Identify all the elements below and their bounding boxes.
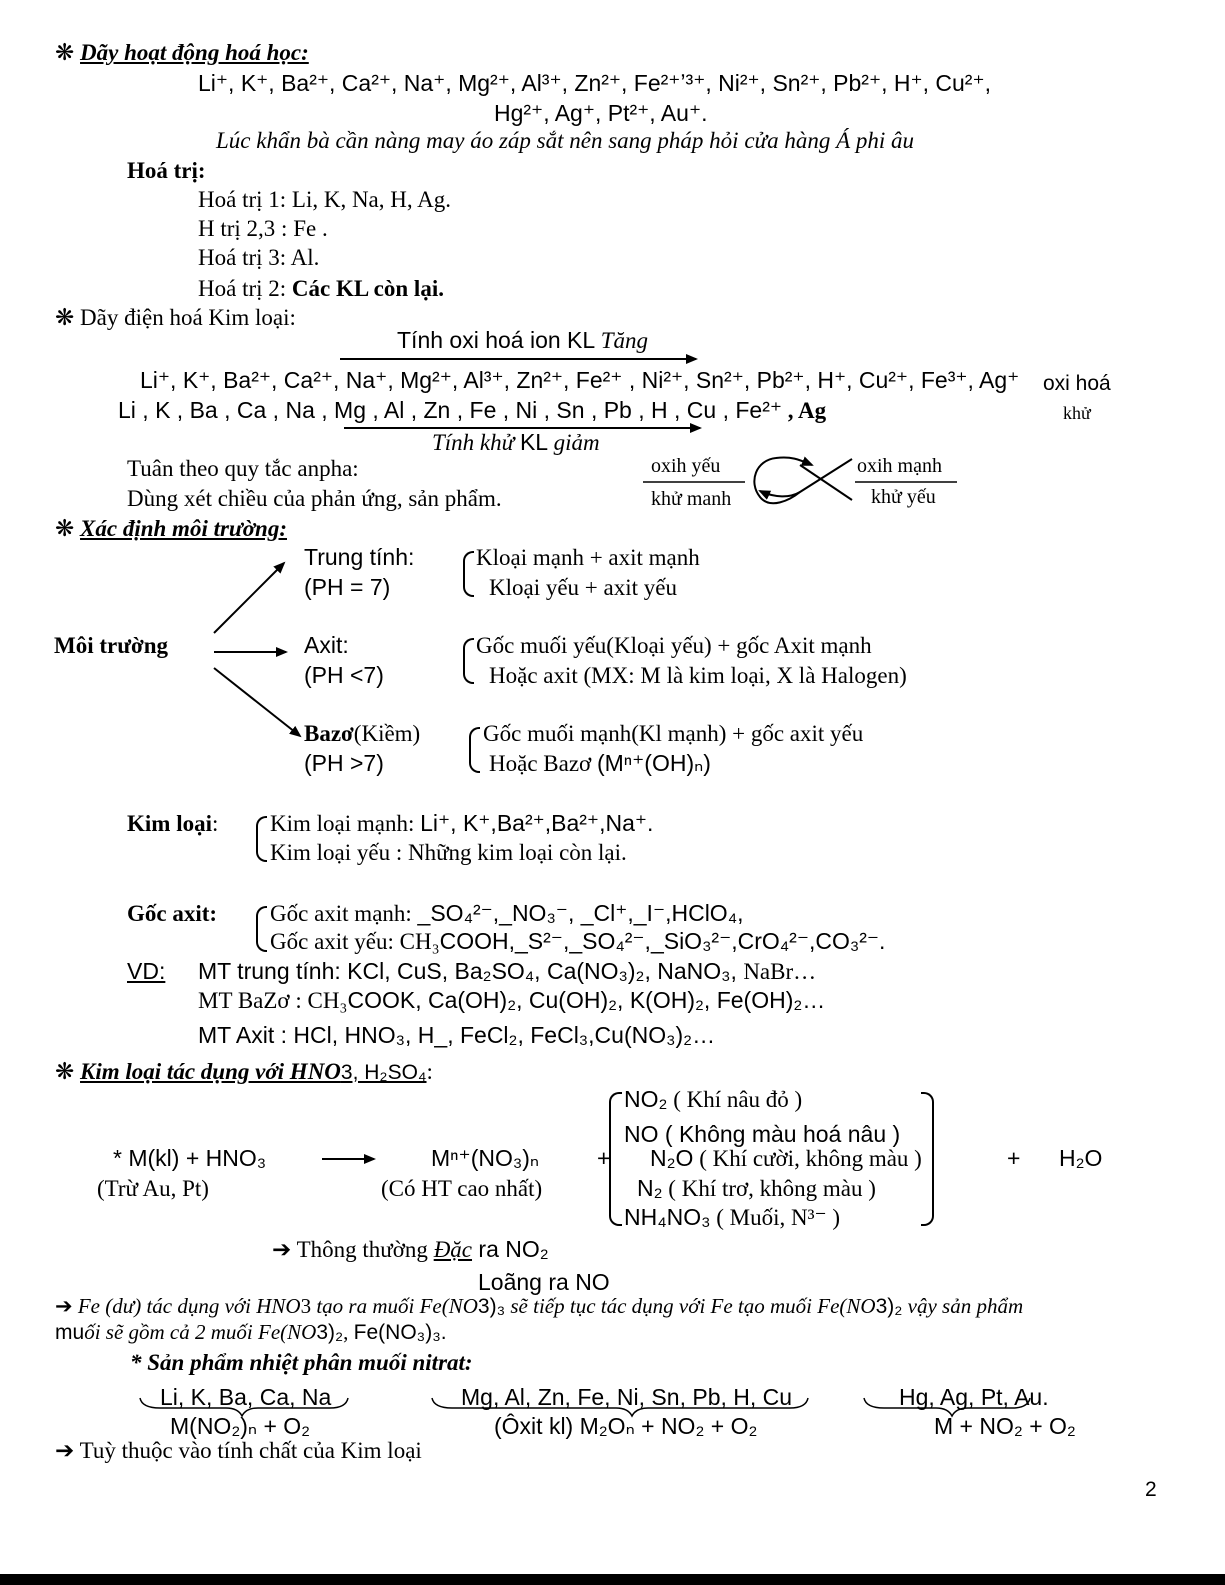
ion-series: Li⁺, K⁺, Ba²⁺, Ca²⁺, Na⁺, Mg²⁺, Al³⁺, Zn²⁺, Fe²⁺ , Ni²⁺, Sn²⁺, Pb²⁺, H⁺, Cu²⁺, Fe³⁺, Ag⁺: [140, 367, 1020, 393]
bullet-icon: ❋: [55, 516, 75, 541]
side-label-reducing: khử: [1063, 403, 1091, 423]
arrow-to-base: [214, 668, 300, 736]
water: H₂O: [1059, 1145, 1103, 1171]
valence-item-last: Hoá trị 2: Các KL còn lại.: [198, 276, 444, 301]
alpha-left-top: oxih yếu: [651, 455, 721, 477]
arrow-right-icon: ➔: [55, 1295, 73, 1318]
metals-title: Kim loại:: [127, 811, 219, 836]
mnemonic: Lúc khẩn bà cần nàng may áo záp sắt nên sang pháp hỏi cửa hàng Á phi âu: [216, 128, 915, 153]
metal-series: Li , K , Ba , Ca , Na , Mg , Al , Zn , Fe , Ni , Sn , Pb , H , Cu , Fe²⁺ , Ag: [118, 397, 827, 423]
group-1-brace: [140, 1398, 348, 1416]
page-bottom-border: [0, 1574, 1225, 1585]
bullet-icon: ❋: [55, 305, 75, 330]
section-title-electrochemical-series: ❋ Dãy điện hoá Kim loại:: [55, 305, 296, 330]
page-number: 2: [1145, 1478, 1157, 1501]
neutral-ph: (PH = 7): [304, 574, 391, 600]
arrow-right-icon: ➔: [272, 1236, 292, 1262]
example-label: VD:: [127, 958, 166, 984]
base-label: Bazơ(Kiềm): [304, 721, 421, 746]
strong-acid-radicals: Gốc axit mạnh: _SO₄²⁻,_NO₃⁻, _Cl⁺,_I⁻,HClO₄,: [270, 900, 744, 926]
alpha-loop-arrow: [754, 457, 852, 503]
activity-series-line1: Li⁺, K⁺, Ba²⁺, Ca²⁺, Na⁺, Mg²⁺, Al³⁺, Zn²⁺, Fe²⁺ʼ³⁺, Ni²⁺, Sn²⁺, Pb²⁺, H⁺, Cu²⁺,: [198, 70, 991, 96]
reactant-note: (Trừ Au, Pt): [97, 1176, 209, 1201]
alpha-cross-arrow: [800, 465, 852, 500]
note-dilute: Loãng ra NO: [478, 1269, 610, 1295]
base-ph: (PH >7): [304, 750, 384, 776]
gas-no: NO ( Không màu hoá nâu ): [624, 1121, 901, 1147]
plus-2: +: [1007, 1145, 1021, 1171]
base-case-2: Hoặc Bazơ (Mⁿ⁺(OH)ₙ): [489, 750, 711, 776]
neutral-case-2: Kloại yếu + axit yếu: [489, 575, 677, 600]
section-title-activity-series: ❋ Dãy hoạt động hoá học:: [55, 40, 309, 65]
strong-metals: Kim loại mạnh: Li⁺, K⁺,Ba²⁺,Ba²⁺,Na⁺.: [270, 810, 654, 836]
arrow-to-neutral: [214, 563, 284, 633]
group-2-products: (Ôxit kl) M₂Oₙ + NO₂ + O₂: [494, 1413, 758, 1439]
group-1-metals: Li, K, Ba, Ca, Na: [160, 1384, 332, 1410]
example-neutral: MT trung tính: KCl, CuS, Ba₂SO₄, Ca(NO₃)₂, NaNO₃, NaBr…: [198, 958, 817, 984]
weak-metals: Kim loại yếu : Những kim loại còn lại.: [270, 840, 627, 865]
group-3-metals: Hg, Ag, Pt, Au.: [899, 1384, 1049, 1410]
acid-case-2: Hoặc axit (MX: M là kim loại, X là Halogen): [489, 663, 907, 688]
weak-acid-radicals: Gốc axit yếu: CH₃COOH,_S²⁻,_SO₄²⁻,_SiO₃²⁻,CrO₄²⁻,CO₃²⁻.: [270, 928, 886, 954]
oxidizing-arrow-label: Tính oxi hoá ion KL Tăng: [397, 327, 649, 353]
alpha-rule-1: Tuân theo quy tắc anpha:: [127, 456, 359, 481]
gas-no2: NO₂ ( Khí nâu đỏ ): [624, 1086, 803, 1112]
section-title-hno3: ❋ Kim loại tác dụng với HNO3, H₂SO₄:: [55, 1059, 433, 1084]
neutral-label: Trung tính:: [304, 544, 415, 570]
fe-excess-note-2: muối sẽ gồm cả 2 muối Fe(NO3)₂, Fe(NO₃)₃.: [55, 1320, 447, 1344]
arrow-right-icon: ➔: [55, 1437, 75, 1463]
group-1-products: M(NO₂)ₙ + O₂: [170, 1413, 311, 1439]
valence-title: Hoá trị:: [127, 158, 206, 183]
alpha-back-arrow: [760, 491, 800, 496]
group-3-brace: [864, 1398, 1030, 1416]
gas-n2o: N₂O ( Khí cười, không màu ): [650, 1145, 922, 1171]
nitrate-decomposition-title: * Sản phẩm nhiệt phân muối nitrat:: [130, 1350, 473, 1375]
side-label-oxidizing: oxi hoá: [1043, 372, 1111, 395]
note-concentrated: ➔ Thông thường Đặc ra NO₂: [272, 1236, 549, 1262]
product-note: (Có HT cao nhất): [381, 1176, 543, 1201]
acid-case-1: Gốc muối yếu(Kloại yếu) + gốc Axit mạnh: [476, 633, 872, 658]
environment-root: Môi trường: [54, 633, 169, 658]
gas-n2: N₂ ( Khí trơ, không màu ): [637, 1175, 876, 1201]
group-2-metals: Mg, Al, Zn, Fe, Ni, Sn, Pb, H, Cu: [461, 1384, 793, 1410]
group-2-brace: [432, 1398, 808, 1416]
alpha-right-top: oxih mạnh: [857, 455, 942, 477]
gas-nh4no3: NH₄NO₃ ( Muối, N³⁻ ): [624, 1204, 841, 1230]
alpha-rule-2: Dùng xét chiều của phản ứng, sản phẩm.: [127, 486, 502, 511]
acid-label: Axit:: [304, 632, 349, 658]
neutral-case-1: Kloại mạnh + axit mạnh: [476, 545, 700, 570]
reducing-arrow-label: Tính khử KL giảm: [432, 429, 600, 455]
bullet-icon: ❋: [55, 40, 75, 65]
alpha-right-bottom: khử yếu: [871, 486, 936, 508]
fe-excess-note-1: ➔ Fe (dư) tác dụng với HNO3 tạo ra muối Fe(NO3)₃ sẽ tiếp tục tác dụng với Fe tạo muối Fe(NO3)₂ vậy sản phẩm: [55, 1294, 1024, 1318]
reactant: * M(kl) + HNO₃: [113, 1145, 267, 1171]
valence-item: H trị 2,3 : Fe .: [198, 216, 328, 241]
plus-1: +: [597, 1145, 611, 1171]
valence-item: Hoá trị 3: Al.: [198, 245, 320, 270]
example-base: MT BaZơ : CH₃COOK, Ca(OH)₂, Cu(OH)₂, K(OH)₂, Fe(OH)₂…: [198, 987, 826, 1013]
conclusion: ➔ Tuỳ thuộc vào tính chất của Kim loại: [55, 1437, 422, 1463]
section-title-environment: ❋ Xác định môi trường:: [55, 516, 287, 541]
valence-item: Hoá trị 1: Li, K, Na, H, Ag.: [198, 187, 451, 212]
alpha-left-bottom: khử manh: [651, 488, 732, 510]
main-product: Mⁿ⁺(NO₃)ₙ: [431, 1145, 540, 1171]
bullet-icon: ❋: [55, 1059, 75, 1084]
example-acid: MT Axit : HCl, HNO₃, H_, FeCl₂, FeCl₃,Cu(NO₃)₂…: [198, 1022, 716, 1048]
activity-series-line2: Hg²⁺, Ag⁺, Pt²⁺, Au⁺.: [494, 100, 708, 126]
acid-radicals-title: Gốc axit:: [127, 901, 218, 926]
acid-ph: (PH <7): [304, 662, 384, 688]
base-case-1: Gốc muối mạnh(Kl mạnh) + gốc axit yếu: [483, 721, 864, 746]
group-3-products: M + NO₂ + O₂: [934, 1413, 1076, 1439]
